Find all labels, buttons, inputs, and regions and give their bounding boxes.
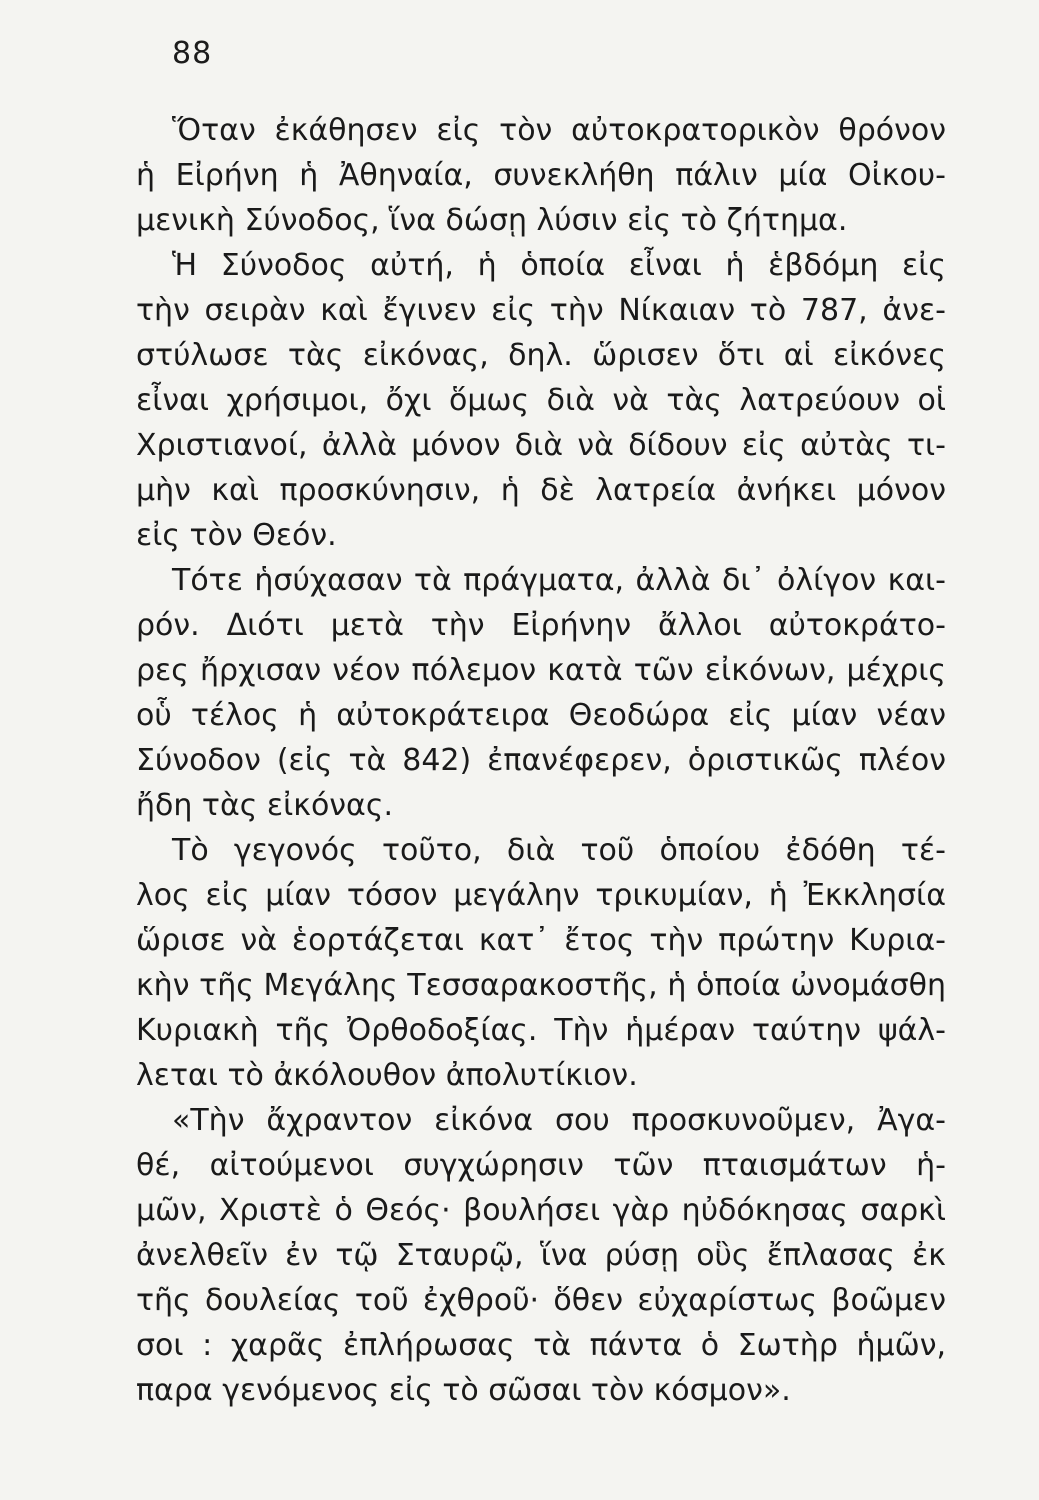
text-line: Ὅταν ἐκάθησεν εἰς τὸν αὐτοκρατορικὸν θρόνον (172, 113, 946, 148)
text-line: λος εἰς μίαν τόσον μεγάλην τρικυμίαν, ἡ Ἐκκλησία (136, 878, 946, 913)
body-text (136, 108, 946, 1413)
text-line: μὴν καὶ προσκύνησιν, ἡ δὲ λατρεία ἀνήκει μόνον (136, 473, 946, 508)
text-line: εἶναι χρήσιμοι, ὄχι ὅμως διὰ νὰ τὰς λατρεύουν οἱ (136, 383, 946, 418)
text-line: «Τὴν ἄχραντον εἰκόνα σου προσκυνοῦμεν, Ἀγα- (172, 1103, 946, 1138)
text-line: παρα γενόμενος εἰς τὸ σῶσαι τὸν κόσμον». (136, 1373, 791, 1408)
text-line: τῆς δουλείας τοῦ ἐχθροῦ· ὅθεν εὐχαρίστως βοῶμεν (136, 1283, 946, 1318)
text-line: στύλωσε τὰς εἰκόνας, δηλ. ὥρισεν ὅτι αἱ εἰκόνες (136, 338, 946, 373)
text-line: θέ, αἰτούμενοι συγχώρησιν τῶν πταισμάτων ἡ- (136, 1148, 946, 1183)
text-line: σοι : χαρᾶς ἐπλήρωσας τὰ πάντα ὁ Σωτὴρ ἡμῶν, (136, 1328, 946, 1363)
text-line: Κυριακὴ τῆς Ὀρθοδοξίας. Τὴν ἡμέραν ταύτην ψάλ- (136, 1013, 946, 1048)
text-line: τὴν σειρὰν καὶ ἔγινεν εἰς τὴν Νίκαιαν τὸ 787, ἀνε- (136, 293, 946, 328)
text-line: ἀνελθεῖν ἐν τῷ Σταυρῷ, ἵνα ρύσῃ οὓς ἔπλασας ἐκ (136, 1238, 946, 1273)
text-line: Τότε ἡσύχασαν τὰ πράγματα, ἀλλὰ δι᾽ ὀλίγον και- (172, 563, 946, 598)
text-line: Τὸ γεγονός τοῦτο, διὰ τοῦ ὁποίου ἐδόθη τέ- (172, 833, 946, 868)
text-line: ρόν. Διότι μετὰ τὴν Εἰρήνην ἄλλοι αὐτοκράτο- (136, 608, 946, 643)
text-line: ὥρισε νὰ ἑορτάζεται κατ᾽ ἔτος τὴν πρώτην Κυρια- (136, 923, 946, 958)
page-number: 88 (172, 36, 213, 71)
text-line: οὗ τέλος ἡ αὐτοκράτειρα Θεοδώρα εἰς μίαν νέαν (136, 698, 946, 733)
text-line: μῶν, Χριστὲ ὁ Θεός· βουλήσει γὰρ ηὐδόκησας σαρκὶ (136, 1193, 946, 1228)
text-line: ρες ἤρχισαν νέον πόλεμον κατὰ τῶν εἰκόνων, μέχρις (136, 653, 946, 688)
text-line: ἡ Εἰρήνη ἡ Ἀθηναία, συνεκλήθη πάλιν μία Οἰκου- (136, 158, 946, 193)
text-line: εἰς τὸν Θεόν. (136, 518, 337, 553)
text-line: ἤδη τὰς εἰκόνας. (136, 788, 393, 823)
text-line: λεται τὸ ἀκόλουθον ἀπολυτίκιον. (136, 1058, 638, 1093)
text-line: μενικὴ Σύνοδος, ἵνα δώσῃ λύσιν εἰς τὸ ζήτημα. (136, 203, 848, 238)
text-line: Σύνοδον (εἰς τὰ 842) ἐπανέφερεν, ὁριστικῶς πλέον (136, 743, 946, 778)
text-line: Χριστιανοί, ἀλλὰ μόνον διὰ νὰ δίδουν εἰς αὐτὰς τι- (136, 428, 946, 463)
text-line: κὴν τῆς Μεγάλης Τεσσαρακοστῆς, ἡ ὁποία ὠνομάσθη (136, 968, 946, 1003)
text-line: Ἡ Σύνοδος αὐτή, ἡ ὁποία εἶναι ἡ ἑβδόμη εἰς (172, 248, 946, 283)
